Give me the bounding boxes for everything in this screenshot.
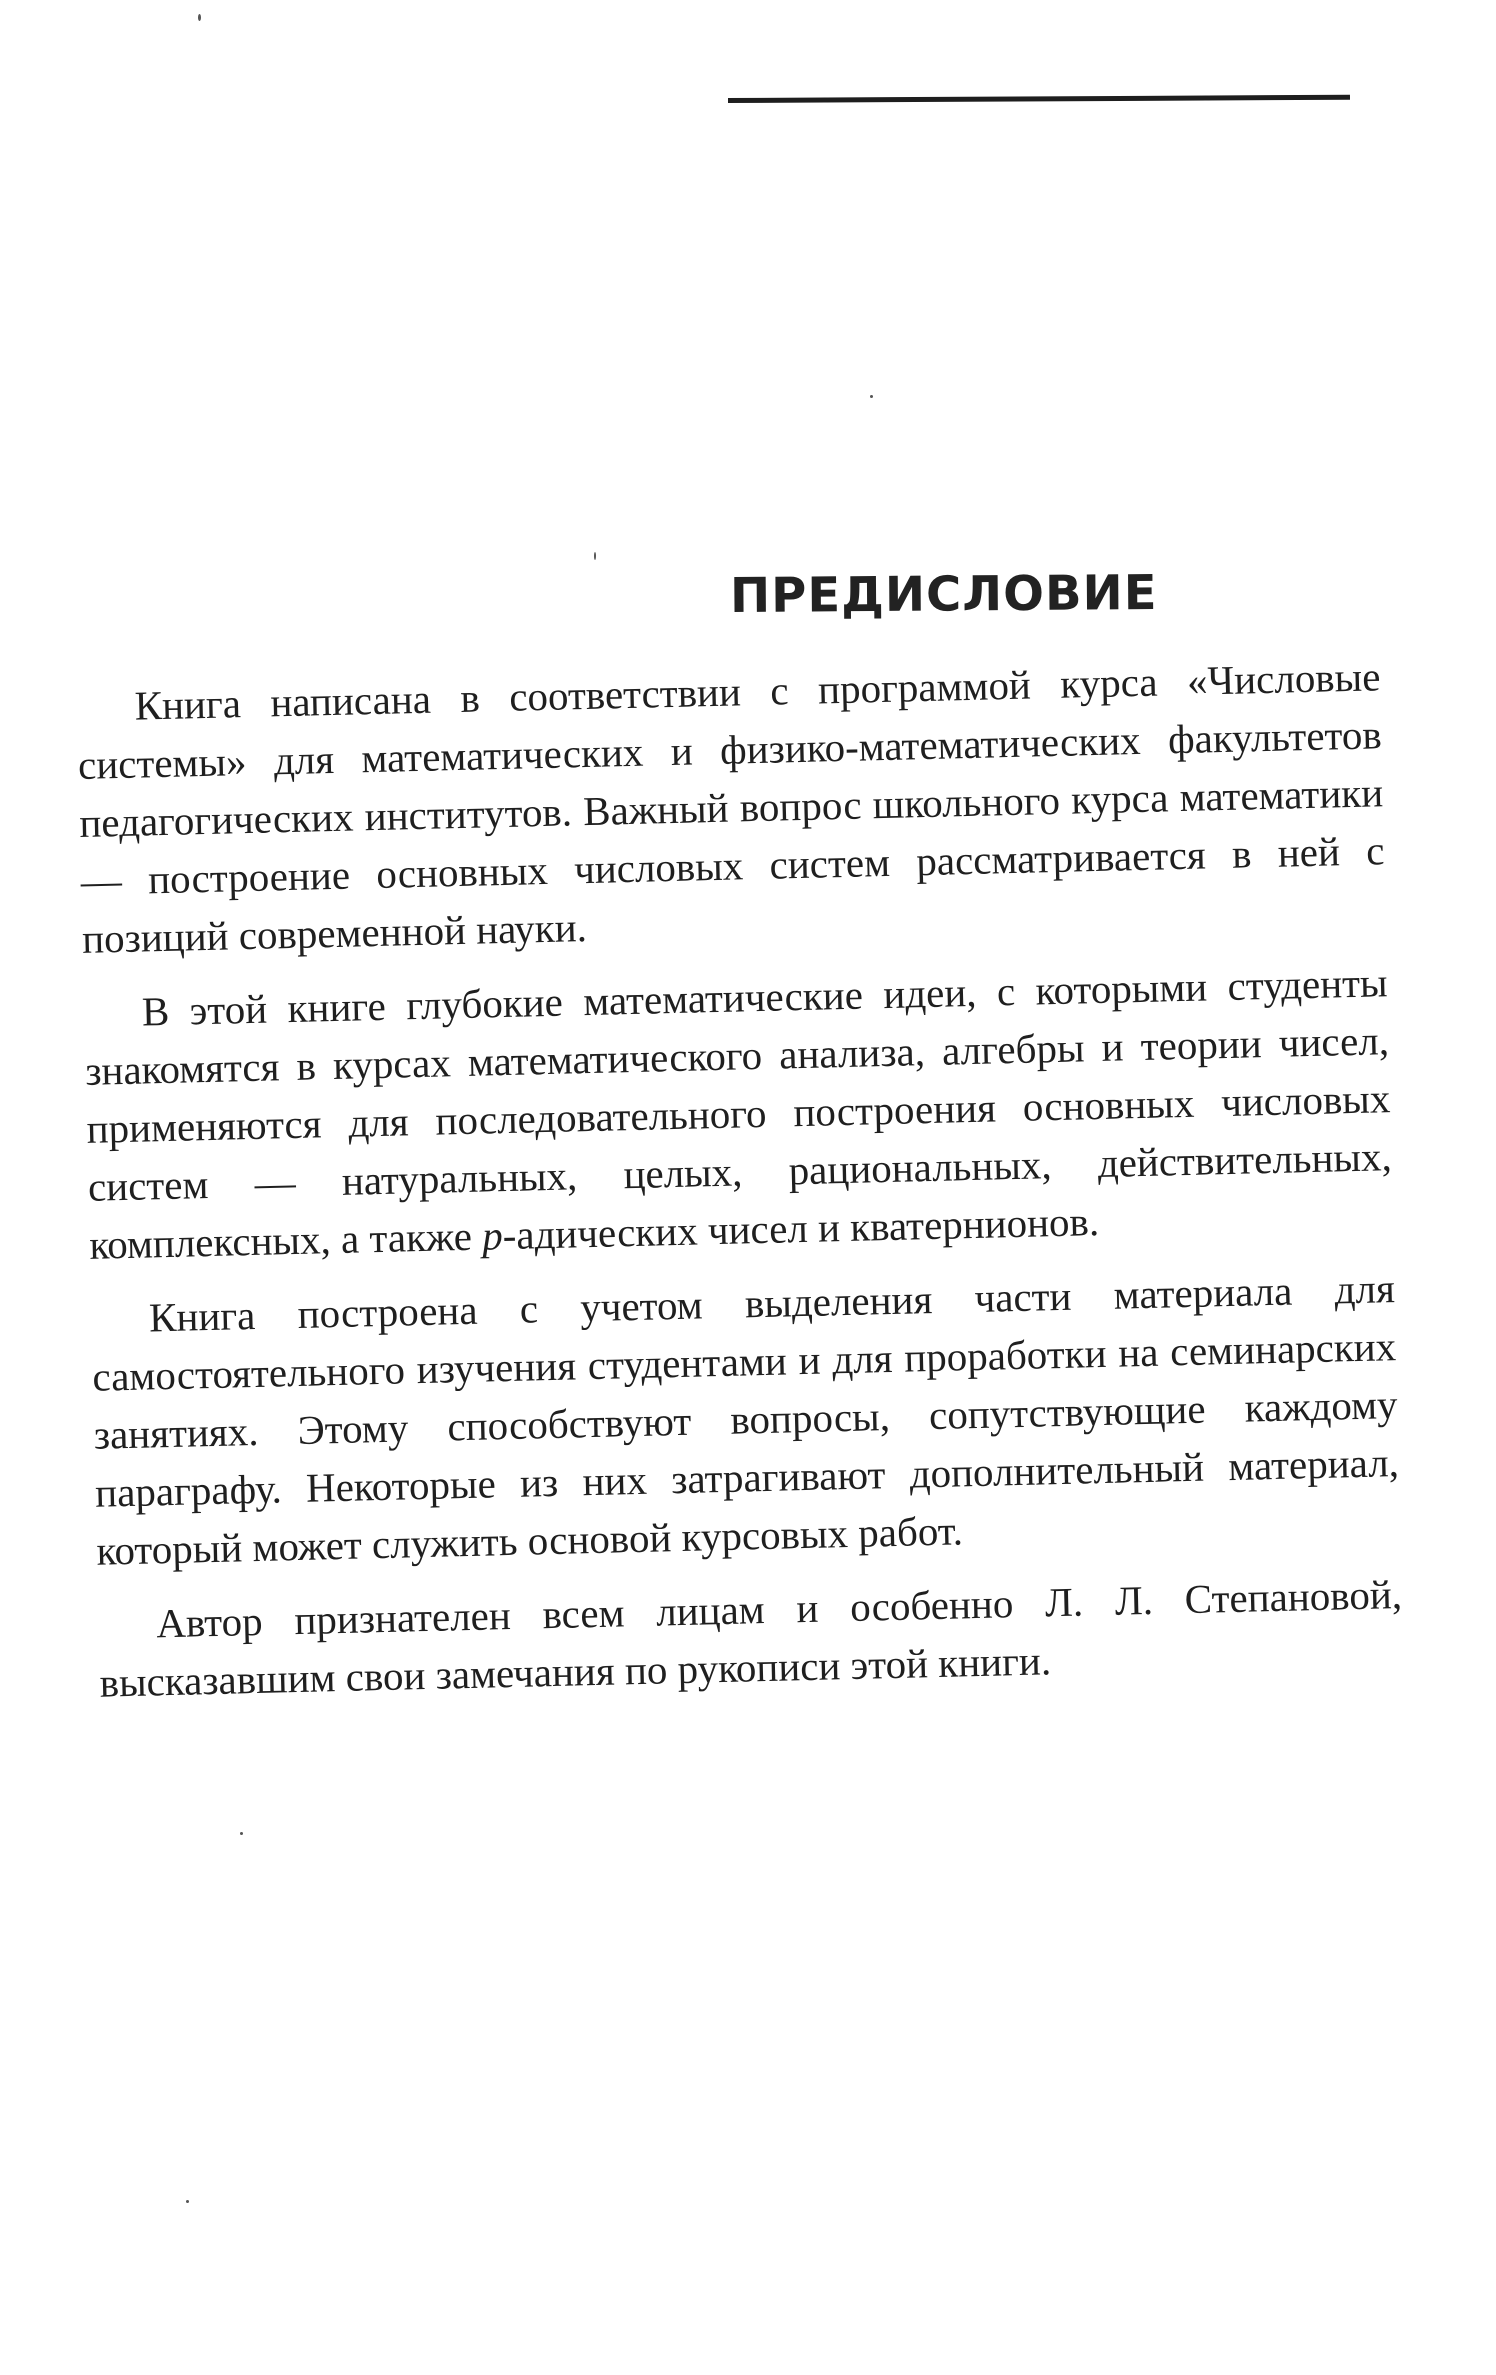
paragraph-2 — [83, 953, 1393, 1274]
paragraph-2-text-after: -адических чисел и кватернионов. — [502, 1198, 1100, 1259]
scan-speck — [240, 1832, 243, 1835]
scan-speck — [870, 395, 873, 398]
top-rule — [728, 95, 1350, 103]
scan-speck — [594, 552, 596, 560]
page-title: ПРЕДИСЛОВИЕ — [729, 565, 1158, 624]
paragraph-1: Книга написана в соответствии с программой курса «Числовые системы» для математических и физико-математических факультетов педагогических институтов. Важный вопрос школьного курса математики — построение основных числовых систем рассматривается в ней с позиций современной науки. — [77, 653, 1385, 962]
scan-speck — [198, 14, 201, 21]
paragraph-2-text-before: В этой книге глубокие математические идеи, с которыми студенты знакомятся в курсах математического анализа, алгебры и теории чисел, применяются для последовательного построения основных числовых систем — натуральных, целых, рациональных, действительных, комплексных, а также — [84, 959, 1393, 1268]
paragraph-3: Книга построена с учетом выделения части материала для самостоятельного изучения студентами и для проработки на семинарских занятиях. Этому способствуют вопросы, сопутствующие каждому параграфу. Некоторые из них затрагивают дополнительный материал, который может служить основой курсовых работ. — [91, 1265, 1400, 1574]
scan-speck — [186, 2200, 189, 2203]
paragraph-4: Автор признателен всем лицам и особенно Л. Л. Степановой, высказавшим свои замечания по рукописи этой книги. — [99, 1571, 1403, 1706]
paragraph-2-italic-p: p — [481, 1212, 504, 1259]
preface-text — [76, 647, 1404, 1711]
